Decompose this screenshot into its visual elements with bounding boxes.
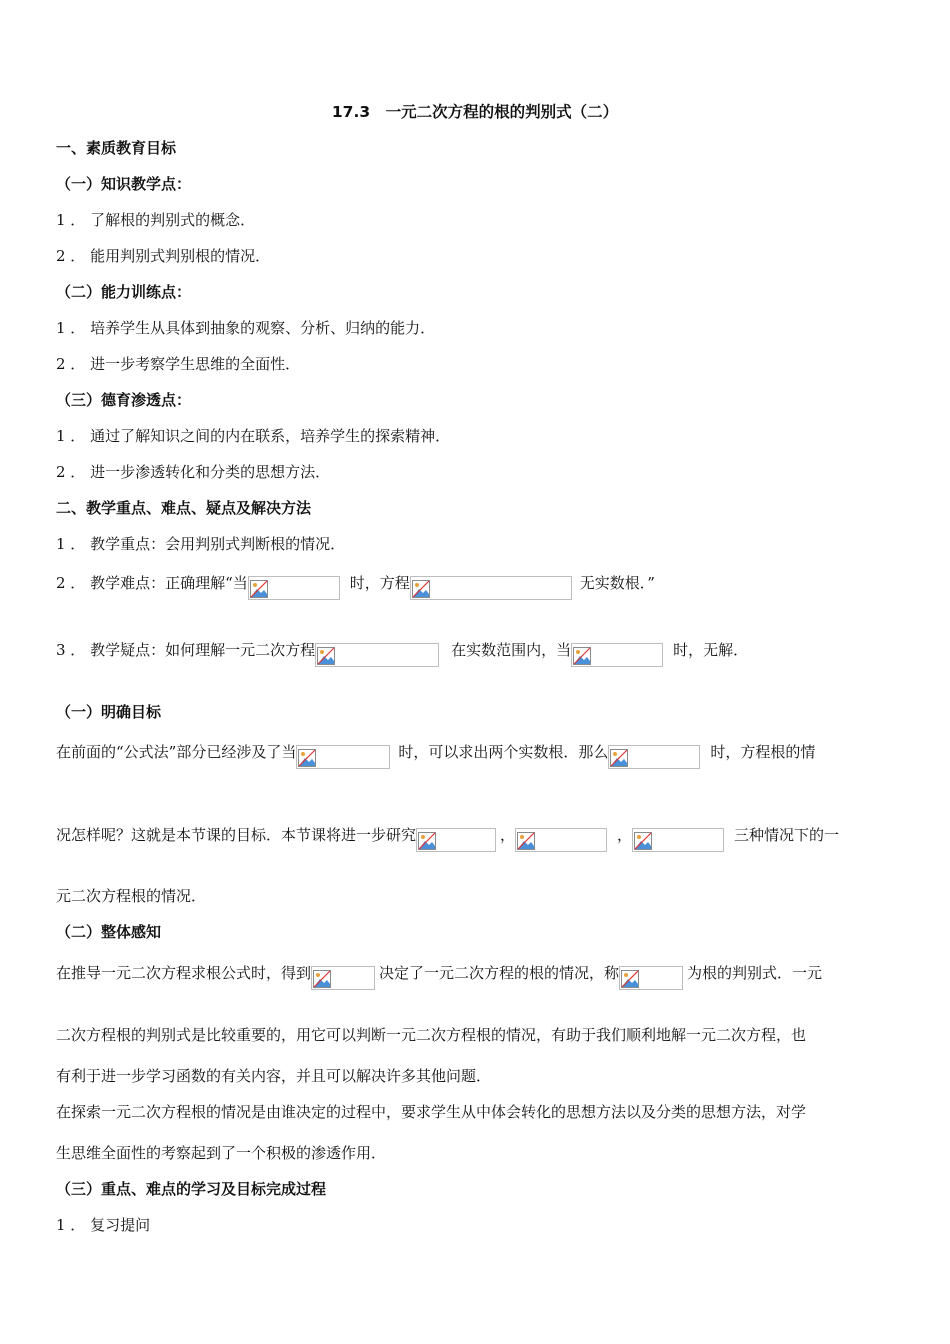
broken-image-icon [634, 832, 652, 850]
list-item: 1 ． 了解根的判别式的概念． [56, 211, 256, 229]
section-heading-focus: 二、教学重点、难点、疑点及解决方法 [56, 499, 312, 517]
text-segment: 决定了一元二次方程的根的情况，称 [379, 964, 620, 982]
formula-image [311, 966, 375, 990]
broken-image-icon [573, 647, 591, 665]
text-segment: 2 ． 教学难点：正确理解“当 [56, 574, 248, 592]
text-segment: 为根的判别式．一元 [687, 964, 823, 982]
page-title: 17.3 一元二次方程的根的判别式（二） [331, 103, 619, 121]
text-segment: ， [617, 826, 633, 844]
list-item: 2 ． 能用判别式判别根的情况． [56, 247, 271, 265]
formula-image [632, 828, 724, 852]
text-segment: 况怎样呢？这就是本节课的目标．本节课将进一步研究 [56, 826, 417, 844]
paragraph-line: 二次方程根的判别式是比较重要的，用它可以判断一元二次方程根的情况，有助于我们顺利地解一元二次方程，也 [56, 1026, 807, 1044]
text-segment: 时，方程根的情 [710, 743, 816, 761]
section-heading-objectives: 一、素质教育目标 [56, 139, 177, 157]
subheading-clear-goal: （一）明确目标 [56, 703, 162, 721]
list-item-difficulty [56, 568, 894, 600]
formula-image [296, 745, 390, 769]
paragraph-line [56, 958, 894, 990]
paragraph-line [56, 737, 894, 769]
subheading-knowledge: （一）知识教学点： [56, 175, 192, 193]
paragraph-line [56, 820, 894, 852]
formula-image [410, 576, 572, 600]
list-item-doubt [56, 635, 894, 667]
list-item: 2 ． 进一步考察学生思维的全面性． [56, 355, 301, 373]
paragraph-line: 有利于进一步学习函数的有关内容，并且可以解决许多其他问题． [56, 1067, 492, 1085]
formula-image [248, 576, 340, 600]
paragraph-line: 在探索一元二次方程根的情况是由谁决定的过程中，要求学生从中体会转化的思想方法以及分类的思想方法，对学 [56, 1103, 807, 1121]
broken-image-icon [621, 970, 639, 988]
list-item: 1 ． 培养学生从具体到抽象的观察、分析、归纳的能力． [56, 319, 436, 337]
text-segment: 3 ． 教学疑点：如何理解一元二次方程 [56, 641, 316, 659]
subheading-process: （三）重点、难点的学习及目标完成过程 [56, 1180, 327, 1198]
text-segment: 在实数范围内，当 [451, 641, 572, 659]
formula-image [315, 643, 439, 667]
paragraph-line: 元二次方程根的情况． [56, 887, 207, 905]
list-item: 2 ． 进一步渗透转化和分类的思想方法． [56, 463, 331, 481]
broken-image-icon [610, 749, 628, 767]
text-segment: 无实数根．” [579, 574, 655, 592]
text-segment: 时，方程 [349, 574, 410, 592]
formula-image [619, 966, 683, 990]
broken-image-icon [412, 580, 430, 598]
text-segment: 在推导一元二次方程求根公式时，得到 [56, 964, 312, 982]
list-item: 1 ． 通过了解知识之间的内在联系，培养学生的探索精神． [56, 427, 451, 445]
subheading-overview: （二）整体感知 [56, 923, 162, 941]
formula-image [571, 643, 663, 667]
text-segment: ， [500, 826, 516, 844]
broken-image-icon [250, 580, 268, 598]
text-segment: 时，无解． [673, 641, 749, 659]
text-segment: 三种情况下的一 [734, 826, 840, 844]
formula-image [608, 745, 700, 769]
paragraph-line: 生思维全面性的考察起到了一个积极的渗透作用． [56, 1144, 387, 1162]
formula-image [515, 828, 607, 852]
subheading-ability: （二）能力训练点： [56, 283, 192, 301]
broken-image-icon [418, 832, 436, 850]
formula-image [416, 828, 496, 852]
list-item: 1 ． 教学重点：会用判别式判断根的情况． [56, 535, 346, 553]
broken-image-icon [313, 970, 331, 988]
broken-image-icon [517, 832, 535, 850]
broken-image-icon [317, 647, 335, 665]
subheading-moral: （三）德育渗透点： [56, 391, 192, 409]
text-segment: 在前面的“公式法”部分已经涉及了当 [56, 743, 297, 761]
broken-image-icon [298, 749, 316, 767]
list-item: 1 ． 复习提问 [56, 1216, 151, 1234]
text-segment: 时，可以求出两个实数根．那么 [398, 743, 609, 761]
